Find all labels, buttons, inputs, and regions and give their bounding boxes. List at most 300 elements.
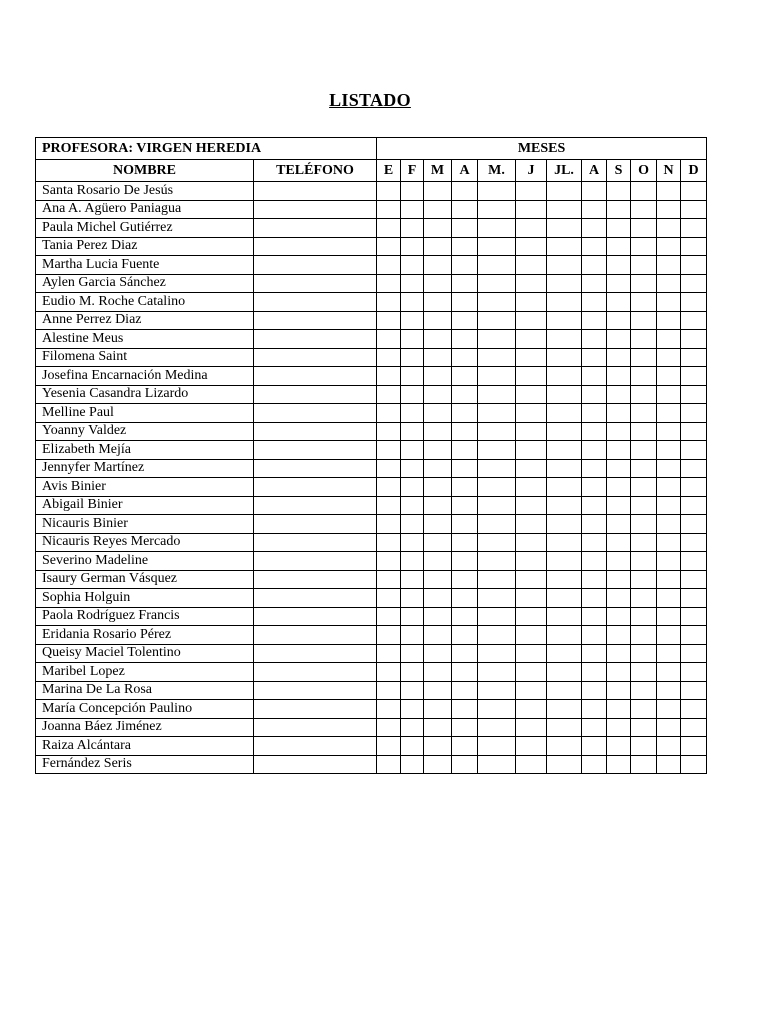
month-cell[interactable] — [478, 644, 516, 663]
month-cell[interactable] — [452, 478, 478, 497]
month-cell[interactable] — [516, 274, 547, 293]
month-cell[interactable] — [424, 626, 452, 645]
month-cell[interactable] — [547, 200, 582, 219]
month-cell[interactable] — [377, 533, 401, 552]
month-cell[interactable] — [547, 589, 582, 608]
month-cell[interactable] — [516, 589, 547, 608]
phone-cell[interactable] — [254, 626, 377, 645]
month-cell[interactable] — [377, 274, 401, 293]
month-cell[interactable] — [424, 718, 452, 737]
month-cell[interactable] — [657, 644, 681, 663]
month-cell[interactable] — [607, 626, 631, 645]
month-cell[interactable] — [631, 663, 657, 682]
month-cell[interactable] — [681, 718, 707, 737]
month-cell[interactable] — [607, 718, 631, 737]
month-cell[interactable] — [631, 385, 657, 404]
month-cell[interactable] — [547, 718, 582, 737]
month-cell[interactable] — [582, 311, 607, 330]
month-cell[interactable] — [631, 607, 657, 626]
month-cell[interactable] — [631, 570, 657, 589]
month-cell[interactable] — [516, 626, 547, 645]
month-cell[interactable] — [631, 644, 657, 663]
month-cell[interactable] — [377, 200, 401, 219]
month-cell[interactable] — [478, 422, 516, 441]
month-cell[interactable] — [681, 422, 707, 441]
month-cell[interactable] — [631, 219, 657, 238]
month-cell[interactable] — [681, 330, 707, 349]
month-cell[interactable] — [478, 219, 516, 238]
month-cell[interactable] — [452, 700, 478, 719]
month-cell[interactable] — [478, 570, 516, 589]
month-cell[interactable] — [547, 182, 582, 201]
month-cell[interactable] — [424, 200, 452, 219]
month-cell[interactable] — [452, 311, 478, 330]
month-cell[interactable] — [607, 182, 631, 201]
phone-cell[interactable] — [254, 404, 377, 423]
month-cell[interactable] — [516, 552, 547, 571]
month-cell[interactable] — [657, 200, 681, 219]
month-cell[interactable] — [631, 422, 657, 441]
month-cell[interactable] — [631, 441, 657, 460]
month-cell[interactable] — [401, 570, 424, 589]
month-cell[interactable] — [657, 293, 681, 312]
month-cell[interactable] — [681, 293, 707, 312]
month-cell[interactable] — [607, 237, 631, 256]
month-cell[interactable] — [424, 607, 452, 626]
month-cell[interactable] — [377, 607, 401, 626]
month-cell[interactable] — [478, 552, 516, 571]
month-cell[interactable] — [657, 385, 681, 404]
month-cell[interactable] — [516, 200, 547, 219]
month-cell[interactable] — [516, 681, 547, 700]
phone-cell[interactable] — [254, 663, 377, 682]
month-cell[interactable] — [478, 237, 516, 256]
month-cell[interactable] — [547, 496, 582, 515]
month-cell[interactable] — [516, 348, 547, 367]
month-cell[interactable] — [452, 293, 478, 312]
month-cell[interactable] — [452, 404, 478, 423]
phone-cell[interactable] — [254, 478, 377, 497]
phone-cell[interactable] — [254, 367, 377, 386]
month-cell[interactable] — [607, 755, 631, 774]
month-cell[interactable] — [547, 311, 582, 330]
month-cell[interactable] — [657, 737, 681, 756]
month-cell[interactable] — [424, 459, 452, 478]
month-cell[interactable] — [401, 644, 424, 663]
month-cell[interactable] — [401, 441, 424, 460]
month-cell[interactable] — [478, 348, 516, 367]
month-cell[interactable] — [607, 737, 631, 756]
month-cell[interactable] — [401, 718, 424, 737]
month-cell[interactable] — [657, 570, 681, 589]
phone-cell[interactable] — [254, 607, 377, 626]
month-cell[interactable] — [424, 385, 452, 404]
month-cell[interactable] — [401, 385, 424, 404]
month-cell[interactable] — [582, 385, 607, 404]
month-cell[interactable] — [377, 515, 401, 534]
month-cell[interactable] — [681, 182, 707, 201]
month-cell[interactable] — [607, 496, 631, 515]
month-cell[interactable] — [547, 330, 582, 349]
month-cell[interactable] — [582, 200, 607, 219]
month-cell[interactable] — [424, 737, 452, 756]
month-cell[interactable] — [657, 422, 681, 441]
month-cell[interactable] — [377, 256, 401, 275]
month-cell[interactable] — [547, 552, 582, 571]
month-cell[interactable] — [401, 311, 424, 330]
month-cell[interactable] — [681, 755, 707, 774]
month-cell[interactable] — [516, 496, 547, 515]
month-cell[interactable] — [607, 330, 631, 349]
month-cell[interactable] — [401, 737, 424, 756]
month-cell[interactable] — [377, 330, 401, 349]
month-cell[interactable] — [681, 737, 707, 756]
phone-cell[interactable] — [254, 256, 377, 275]
month-cell[interactable] — [452, 256, 478, 275]
month-cell[interactable] — [424, 219, 452, 238]
month-cell[interactable] — [582, 681, 607, 700]
month-cell[interactable] — [681, 552, 707, 571]
month-cell[interactable] — [424, 755, 452, 774]
month-cell[interactable] — [478, 441, 516, 460]
month-cell[interactable] — [582, 663, 607, 682]
month-cell[interactable] — [582, 274, 607, 293]
month-cell[interactable] — [631, 700, 657, 719]
month-cell[interactable] — [377, 570, 401, 589]
month-cell[interactable] — [607, 459, 631, 478]
month-cell[interactable] — [631, 589, 657, 608]
month-cell[interactable] — [607, 515, 631, 534]
month-cell[interactable] — [582, 404, 607, 423]
month-cell[interactable] — [424, 348, 452, 367]
month-cell[interactable] — [582, 330, 607, 349]
month-cell[interactable] — [582, 293, 607, 312]
month-cell[interactable] — [452, 219, 478, 238]
phone-cell[interactable] — [254, 718, 377, 737]
month-cell[interactable] — [657, 219, 681, 238]
phone-cell[interactable] — [254, 330, 377, 349]
month-cell[interactable] — [516, 718, 547, 737]
month-cell[interactable] — [681, 644, 707, 663]
month-cell[interactable] — [401, 478, 424, 497]
month-cell[interactable] — [478, 496, 516, 515]
phone-cell[interactable] — [254, 737, 377, 756]
month-cell[interactable] — [582, 515, 607, 534]
month-cell[interactable] — [631, 478, 657, 497]
month-cell[interactable] — [424, 441, 452, 460]
month-cell[interactable] — [631, 533, 657, 552]
month-cell[interactable] — [516, 644, 547, 663]
month-cell[interactable] — [582, 459, 607, 478]
month-cell[interactable] — [607, 441, 631, 460]
month-cell[interactable] — [452, 330, 478, 349]
month-cell[interactable] — [681, 533, 707, 552]
month-cell[interactable] — [547, 459, 582, 478]
month-cell[interactable] — [582, 533, 607, 552]
month-cell[interactable] — [401, 552, 424, 571]
month-cell[interactable] — [547, 607, 582, 626]
month-cell[interactable] — [657, 552, 681, 571]
phone-cell[interactable] — [254, 311, 377, 330]
month-cell[interactable] — [516, 700, 547, 719]
month-cell[interactable] — [582, 589, 607, 608]
month-cell[interactable] — [547, 755, 582, 774]
month-cell[interactable] — [452, 182, 478, 201]
month-cell[interactable] — [516, 755, 547, 774]
month-cell[interactable] — [516, 367, 547, 386]
month-cell[interactable] — [631, 256, 657, 275]
month-cell[interactable] — [452, 607, 478, 626]
month-cell[interactable] — [631, 200, 657, 219]
month-cell[interactable] — [452, 737, 478, 756]
month-cell[interactable] — [657, 478, 681, 497]
month-cell[interactable] — [377, 441, 401, 460]
month-cell[interactable] — [478, 663, 516, 682]
month-cell[interactable] — [657, 330, 681, 349]
month-cell[interactable] — [631, 404, 657, 423]
month-cell[interactable] — [478, 274, 516, 293]
month-cell[interactable] — [377, 237, 401, 256]
month-cell[interactable] — [377, 663, 401, 682]
month-cell[interactable] — [582, 422, 607, 441]
month-cell[interactable] — [377, 219, 401, 238]
month-cell[interactable] — [377, 478, 401, 497]
month-cell[interactable] — [401, 755, 424, 774]
month-cell[interactable] — [516, 441, 547, 460]
month-cell[interactable] — [547, 274, 582, 293]
month-cell[interactable] — [657, 700, 681, 719]
month-cell[interactable] — [452, 274, 478, 293]
phone-cell[interactable] — [254, 422, 377, 441]
month-cell[interactable] — [681, 681, 707, 700]
month-cell[interactable] — [681, 570, 707, 589]
month-cell[interactable] — [582, 570, 607, 589]
month-cell[interactable] — [681, 459, 707, 478]
month-cell[interactable] — [681, 367, 707, 386]
month-cell[interactable] — [582, 496, 607, 515]
month-cell[interactable] — [377, 422, 401, 441]
month-cell[interactable] — [516, 385, 547, 404]
month-cell[interactable] — [424, 182, 452, 201]
month-cell[interactable] — [516, 570, 547, 589]
month-cell[interactable] — [401, 496, 424, 515]
month-cell[interactable] — [607, 293, 631, 312]
month-cell[interactable] — [516, 182, 547, 201]
month-cell[interactable] — [516, 330, 547, 349]
month-cell[interactable] — [547, 478, 582, 497]
month-cell[interactable] — [607, 385, 631, 404]
month-cell[interactable] — [452, 644, 478, 663]
phone-cell[interactable] — [254, 293, 377, 312]
phone-cell[interactable] — [254, 459, 377, 478]
month-cell[interactable] — [582, 700, 607, 719]
month-cell[interactable] — [516, 293, 547, 312]
month-cell[interactable] — [401, 515, 424, 534]
phone-cell[interactable] — [254, 348, 377, 367]
month-cell[interactable] — [657, 681, 681, 700]
month-cell[interactable] — [631, 330, 657, 349]
month-cell[interactable] — [401, 219, 424, 238]
month-cell[interactable] — [582, 718, 607, 737]
month-cell[interactable] — [607, 570, 631, 589]
month-cell[interactable] — [478, 626, 516, 645]
month-cell[interactable] — [452, 367, 478, 386]
month-cell[interactable] — [478, 459, 516, 478]
month-cell[interactable] — [478, 607, 516, 626]
month-cell[interactable] — [582, 478, 607, 497]
month-cell[interactable] — [582, 441, 607, 460]
month-cell[interactable] — [424, 552, 452, 571]
month-cell[interactable] — [547, 348, 582, 367]
month-cell[interactable] — [631, 515, 657, 534]
month-cell[interactable] — [478, 200, 516, 219]
month-cell[interactable] — [424, 256, 452, 275]
month-cell[interactable] — [516, 459, 547, 478]
month-cell[interactable] — [547, 422, 582, 441]
month-cell[interactable] — [401, 367, 424, 386]
month-cell[interactable] — [401, 237, 424, 256]
month-cell[interactable] — [377, 681, 401, 700]
month-cell[interactable] — [401, 681, 424, 700]
month-cell[interactable] — [478, 311, 516, 330]
month-cell[interactable] — [657, 311, 681, 330]
month-cell[interactable] — [478, 700, 516, 719]
month-cell[interactable] — [377, 459, 401, 478]
month-cell[interactable] — [452, 663, 478, 682]
month-cell[interactable] — [681, 515, 707, 534]
month-cell[interactable] — [547, 644, 582, 663]
month-cell[interactable] — [424, 293, 452, 312]
month-cell[interactable] — [631, 274, 657, 293]
month-cell[interactable] — [547, 570, 582, 589]
phone-cell[interactable] — [254, 644, 377, 663]
month-cell[interactable] — [424, 367, 452, 386]
month-cell[interactable] — [452, 681, 478, 700]
month-cell[interactable] — [424, 330, 452, 349]
month-cell[interactable] — [657, 274, 681, 293]
month-cell[interactable] — [607, 589, 631, 608]
month-cell[interactable] — [478, 256, 516, 275]
month-cell[interactable] — [547, 737, 582, 756]
month-cell[interactable] — [607, 422, 631, 441]
month-cell[interactable] — [582, 348, 607, 367]
month-cell[interactable] — [452, 552, 478, 571]
month-cell[interactable] — [452, 459, 478, 478]
month-cell[interactable] — [582, 737, 607, 756]
month-cell[interactable] — [657, 182, 681, 201]
month-cell[interactable] — [424, 311, 452, 330]
month-cell[interactable] — [657, 718, 681, 737]
month-cell[interactable] — [377, 182, 401, 201]
month-cell[interactable] — [657, 367, 681, 386]
phone-cell[interactable] — [254, 515, 377, 534]
month-cell[interactable] — [681, 404, 707, 423]
month-cell[interactable] — [607, 274, 631, 293]
month-cell[interactable] — [401, 274, 424, 293]
month-cell[interactable] — [452, 533, 478, 552]
month-cell[interactable] — [452, 385, 478, 404]
phone-cell[interactable] — [254, 237, 377, 256]
month-cell[interactable] — [657, 404, 681, 423]
month-cell[interactable] — [547, 219, 582, 238]
month-cell[interactable] — [631, 459, 657, 478]
month-cell[interactable] — [547, 700, 582, 719]
month-cell[interactable] — [681, 219, 707, 238]
phone-cell[interactable] — [254, 385, 377, 404]
month-cell[interactable] — [452, 441, 478, 460]
month-cell[interactable] — [424, 237, 452, 256]
month-cell[interactable] — [377, 718, 401, 737]
month-cell[interactable] — [401, 589, 424, 608]
month-cell[interactable] — [657, 459, 681, 478]
month-cell[interactable] — [401, 348, 424, 367]
month-cell[interactable] — [377, 311, 401, 330]
month-cell[interactable] — [401, 200, 424, 219]
month-cell[interactable] — [424, 274, 452, 293]
month-cell[interactable] — [452, 515, 478, 534]
month-cell[interactable] — [478, 293, 516, 312]
month-cell[interactable] — [424, 589, 452, 608]
month-cell[interactable] — [582, 626, 607, 645]
month-cell[interactable] — [657, 237, 681, 256]
month-cell[interactable] — [657, 589, 681, 608]
month-cell[interactable] — [401, 533, 424, 552]
month-cell[interactable] — [516, 515, 547, 534]
month-cell[interactable] — [681, 626, 707, 645]
month-cell[interactable] — [657, 755, 681, 774]
month-cell[interactable] — [516, 607, 547, 626]
month-cell[interactable] — [516, 311, 547, 330]
month-cell[interactable] — [631, 718, 657, 737]
phone-cell[interactable] — [254, 552, 377, 571]
month-cell[interactable] — [681, 607, 707, 626]
month-cell[interactable] — [547, 404, 582, 423]
month-cell[interactable] — [478, 478, 516, 497]
month-cell[interactable] — [547, 626, 582, 645]
month-cell[interactable] — [631, 311, 657, 330]
month-cell[interactable] — [401, 293, 424, 312]
month-cell[interactable] — [631, 348, 657, 367]
month-cell[interactable] — [631, 182, 657, 201]
month-cell[interactable] — [607, 256, 631, 275]
month-cell[interactable] — [681, 348, 707, 367]
phone-cell[interactable] — [254, 496, 377, 515]
phone-cell[interactable] — [254, 219, 377, 238]
month-cell[interactable] — [401, 700, 424, 719]
month-cell[interactable] — [516, 478, 547, 497]
month-cell[interactable] — [452, 626, 478, 645]
month-cell[interactable] — [681, 385, 707, 404]
month-cell[interactable] — [452, 200, 478, 219]
month-cell[interactable] — [631, 626, 657, 645]
month-cell[interactable] — [377, 367, 401, 386]
month-cell[interactable] — [547, 681, 582, 700]
month-cell[interactable] — [401, 459, 424, 478]
month-cell[interactable] — [401, 256, 424, 275]
month-cell[interactable] — [657, 348, 681, 367]
month-cell[interactable] — [452, 570, 478, 589]
month-cell[interactable] — [424, 663, 452, 682]
month-cell[interactable] — [452, 755, 478, 774]
month-cell[interactable] — [516, 256, 547, 275]
month-cell[interactable] — [582, 755, 607, 774]
month-cell[interactable] — [401, 404, 424, 423]
month-cell[interactable] — [424, 570, 452, 589]
month-cell[interactable] — [607, 681, 631, 700]
month-cell[interactable] — [516, 404, 547, 423]
month-cell[interactable] — [607, 367, 631, 386]
month-cell[interactable] — [424, 700, 452, 719]
